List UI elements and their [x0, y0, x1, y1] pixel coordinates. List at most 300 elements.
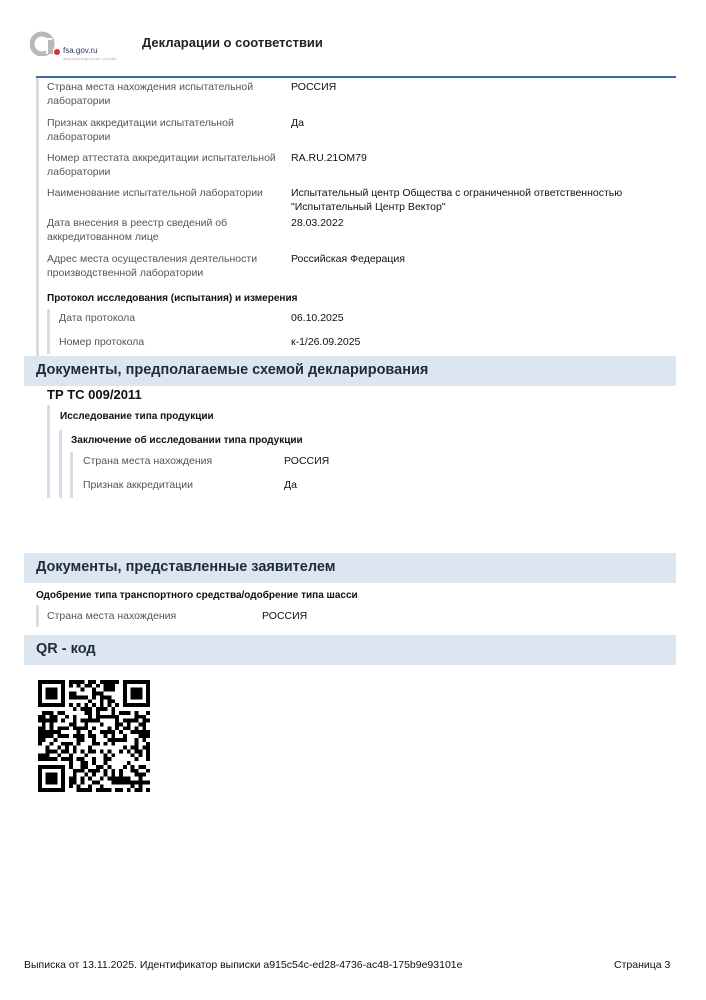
qr-module — [46, 695, 50, 699]
qr-module — [111, 769, 115, 773]
qr-module — [104, 680, 108, 684]
qr-module — [92, 688, 96, 692]
qr-module — [146, 699, 150, 703]
lab-name-label: Наименование испытательной лаборатории — [47, 187, 263, 199]
section-qr-title: QR - код — [36, 641, 96, 657]
qr-module — [92, 780, 96, 784]
qr-module — [123, 780, 127, 784]
qr-module — [61, 742, 65, 746]
qr-module — [138, 715, 142, 719]
qr-module — [111, 734, 115, 738]
qr-module — [50, 703, 54, 707]
qr-module — [92, 719, 96, 723]
qr-module — [61, 711, 65, 715]
qr-module — [69, 680, 73, 684]
qr-module — [61, 699, 65, 703]
conclusion-country-value: РОССИЯ — [284, 455, 330, 467]
qr-module — [127, 761, 131, 765]
qr-module — [92, 692, 96, 696]
tr-title: ТР ТС 009/2011 — [47, 387, 142, 402]
qr-module — [84, 761, 88, 765]
qr-module — [42, 726, 46, 730]
qr-module — [115, 722, 119, 726]
qr-module — [77, 703, 81, 707]
qr-module — [138, 680, 142, 684]
qr-module — [100, 695, 104, 699]
qr-module — [50, 680, 54, 684]
qr-module — [73, 715, 77, 719]
qr-module — [111, 738, 115, 742]
applicant-guide-line — [36, 605, 39, 627]
qr-module — [38, 692, 42, 696]
qr-module — [61, 692, 65, 696]
qr-module — [135, 746, 139, 750]
qr-module — [50, 719, 54, 723]
qr-module — [104, 730, 108, 734]
qr-module — [50, 711, 54, 715]
qr-module — [119, 730, 123, 734]
qr-module — [138, 773, 142, 777]
qr-module — [123, 688, 127, 692]
protocol-number-value: к-1/26.09.2025 — [291, 336, 361, 348]
qr-module — [92, 773, 96, 777]
qr-module — [77, 788, 81, 792]
protocol-number-label: Номер протокола — [59, 336, 145, 348]
qr-module — [84, 711, 88, 715]
qr-module — [46, 703, 50, 707]
qr-module — [57, 703, 61, 707]
qr-module — [142, 780, 146, 784]
qr-module — [146, 742, 150, 746]
qr-module — [61, 703, 65, 707]
qr-module — [69, 784, 73, 788]
qr-module — [77, 684, 81, 688]
qr-module — [135, 695, 139, 699]
qr-module — [73, 722, 77, 726]
qr-module — [108, 699, 112, 703]
qr-module — [104, 707, 108, 711]
qr-module — [80, 788, 84, 792]
qr-module — [131, 753, 135, 757]
logo-subtext: аккредитационная служба — [63, 56, 117, 61]
qr-module — [119, 788, 123, 792]
qr-module — [42, 753, 46, 757]
qr-module — [104, 788, 108, 792]
qr-module — [115, 788, 119, 792]
qr-module — [61, 726, 65, 730]
qr-module — [46, 788, 50, 792]
qr-module — [61, 777, 65, 781]
qr-module — [138, 692, 142, 696]
qr-module — [73, 726, 77, 730]
qr-module — [73, 769, 77, 773]
qr-module — [88, 699, 92, 703]
qr-module — [111, 780, 115, 784]
applicant-country-value: РОССИЯ — [262, 610, 308, 622]
qr-module — [123, 684, 127, 688]
qr-module — [146, 680, 150, 684]
qr-module — [65, 734, 69, 738]
qr-module — [73, 695, 77, 699]
qr-module — [131, 680, 135, 684]
qr-module — [88, 750, 92, 754]
qr-module — [88, 730, 92, 734]
qr-module — [123, 692, 127, 696]
qr-module — [127, 722, 131, 726]
qr-module — [84, 703, 88, 707]
qr-module — [131, 746, 135, 750]
qr-module — [46, 734, 50, 738]
qr-module — [131, 780, 135, 784]
qr-module — [38, 726, 42, 730]
qr-module — [146, 780, 150, 784]
qr-module — [53, 750, 57, 754]
qr-module — [108, 680, 112, 684]
scheme-subheading: Исследование типа продукции — [60, 411, 214, 422]
qr-module — [127, 777, 131, 781]
qr-module — [57, 711, 61, 715]
qr-module — [65, 742, 69, 746]
qr-module — [46, 753, 50, 757]
qr-module — [138, 788, 142, 792]
lab-registry-date-label: Дата внесения в реестр сведений об аккредитованном лице — [47, 217, 228, 243]
qr-module — [69, 684, 73, 688]
qr-module — [119, 780, 123, 784]
qr-module — [53, 719, 57, 723]
qr-module — [92, 757, 96, 761]
qr-module — [80, 765, 84, 769]
qr-module — [88, 711, 92, 715]
qr-module — [84, 695, 88, 699]
qr-module — [53, 692, 57, 696]
qr-module — [104, 684, 108, 688]
qr-module — [123, 695, 127, 699]
qr-module — [108, 703, 112, 707]
qr-module — [142, 746, 146, 750]
qr-module — [146, 703, 150, 707]
qr-module — [50, 722, 54, 726]
qr-module — [77, 784, 81, 788]
qr-module — [53, 695, 57, 699]
qr-module — [46, 777, 50, 781]
qr-module — [38, 695, 42, 699]
section-guide-line — [36, 78, 39, 356]
qr-module — [108, 750, 112, 754]
qr-module — [38, 753, 42, 757]
qr-module — [77, 730, 81, 734]
qr-module — [108, 765, 112, 769]
qr-module — [100, 784, 104, 788]
qr-module — [50, 750, 54, 754]
qr-module — [50, 715, 54, 719]
conclusion-country-label: Страна места нахождения — [83, 455, 213, 467]
qr-module — [135, 692, 139, 696]
qr-module — [61, 780, 65, 784]
qr-module — [57, 788, 61, 792]
qr-module — [119, 722, 123, 726]
qr-module — [53, 780, 57, 784]
lab-country-label: Страна места нахождения испытательной лаборатории — [47, 81, 254, 107]
qr-module — [42, 711, 46, 715]
qr-module — [38, 730, 42, 734]
qr-module — [84, 719, 88, 723]
qr-module — [138, 765, 142, 769]
qr-module — [53, 715, 57, 719]
fsa-logo — [30, 30, 150, 66]
qr-module — [111, 699, 115, 703]
qr-module — [111, 742, 115, 746]
qr-module — [104, 769, 108, 773]
qr-module — [61, 788, 65, 792]
qr-module — [53, 765, 57, 769]
qr-module — [96, 769, 100, 773]
qr-module — [111, 753, 115, 757]
scheme-guide-line — [47, 405, 50, 498]
qr-module — [111, 715, 115, 719]
qr-module — [146, 734, 150, 738]
qr-module — [111, 688, 115, 692]
qr-module — [50, 695, 54, 699]
qr-module — [69, 765, 73, 769]
qr-module — [69, 703, 73, 707]
qr-module — [100, 730, 104, 734]
qr-module — [61, 757, 65, 761]
qr-module — [92, 738, 96, 742]
qr-module — [61, 719, 65, 723]
qr-module — [53, 688, 57, 692]
qr-module — [135, 757, 139, 761]
qr-module — [146, 746, 150, 750]
qr-module — [92, 680, 96, 684]
qr-module — [146, 753, 150, 757]
qr-module — [38, 684, 42, 688]
qr-module — [38, 742, 42, 746]
qr-module — [131, 730, 135, 734]
qr-module — [135, 769, 139, 773]
qr-module — [142, 703, 146, 707]
qr-module — [135, 780, 139, 784]
qr-module — [38, 773, 42, 777]
qr-module — [53, 777, 57, 781]
qr-module — [77, 695, 81, 699]
qr-module — [142, 680, 146, 684]
qr-module — [53, 738, 57, 742]
qr-module — [69, 780, 73, 784]
qr-module — [46, 746, 50, 750]
qr-module — [96, 692, 100, 696]
qr-module — [88, 707, 92, 711]
qr-module — [84, 773, 88, 777]
qr-module — [108, 777, 112, 781]
qr-module — [108, 757, 112, 761]
qr-module — [46, 692, 50, 696]
qr-module — [108, 715, 112, 719]
qr-module — [115, 719, 119, 723]
qr-module — [38, 769, 42, 773]
qr-module — [57, 680, 61, 684]
qr-module — [96, 684, 100, 688]
qr-module — [104, 688, 108, 692]
qr-module — [146, 730, 150, 734]
qr-module — [50, 788, 54, 792]
qr-module — [38, 688, 42, 692]
lab-country-value: РОССИЯ — [291, 81, 337, 93]
qr-module — [108, 684, 112, 688]
conclusion-accreditation-value: Да — [284, 479, 297, 491]
qr-module — [69, 742, 73, 746]
qr-module — [50, 757, 54, 761]
qr-module — [115, 680, 119, 684]
qr-module — [38, 757, 42, 761]
qr-module — [61, 769, 65, 773]
qr-module — [88, 684, 92, 688]
qr-module — [108, 738, 112, 742]
qr-module — [100, 715, 104, 719]
qr-module — [100, 722, 104, 726]
qr-module — [100, 788, 104, 792]
qr-module — [84, 753, 88, 757]
lab-accreditation-label: Признак аккредитации испытательной лаборатории — [47, 117, 234, 143]
qr-module — [135, 711, 139, 715]
qr-module — [73, 773, 77, 777]
qr-module — [53, 788, 57, 792]
lab-address-label: Адрес места осуществления деятельности производственной лаборатории — [47, 253, 258, 279]
qr-module — [61, 765, 65, 769]
qr-module — [73, 680, 77, 684]
qr-module — [131, 765, 135, 769]
qr-module — [108, 730, 112, 734]
qr-module — [61, 680, 65, 684]
qr-module — [146, 695, 150, 699]
qr-module — [80, 777, 84, 781]
qr-module — [142, 734, 146, 738]
section-applicant-bar — [24, 553, 676, 583]
qr-module — [115, 738, 119, 742]
qr-module — [80, 680, 84, 684]
qr-module — [46, 688, 50, 692]
qr-module — [38, 680, 42, 684]
qr-module — [88, 784, 92, 788]
conclusion-guide-line — [70, 452, 73, 498]
qr-module — [80, 695, 84, 699]
qr-module — [131, 769, 135, 773]
qr-module — [88, 680, 92, 684]
qr-module — [131, 703, 135, 707]
qr-module — [100, 680, 104, 684]
qr-module — [50, 777, 54, 781]
qr-module — [53, 757, 57, 761]
qr-module — [73, 750, 77, 754]
qr-module — [73, 777, 77, 781]
qr-module — [96, 715, 100, 719]
qr-module — [142, 722, 146, 726]
qr-module — [92, 750, 96, 754]
qr-module — [50, 726, 54, 730]
qr-module — [42, 738, 46, 742]
qr-module — [123, 680, 127, 684]
qr-module — [69, 722, 73, 726]
header-divider — [36, 76, 676, 78]
qr-module — [92, 742, 96, 746]
qr-module — [100, 750, 104, 754]
qr-module — [96, 788, 100, 792]
qr-module — [146, 692, 150, 696]
qr-module — [57, 765, 61, 769]
qr-module — [142, 715, 146, 719]
qr-module — [96, 707, 100, 711]
lab-registry-date-value: 28.03.2022 — [291, 217, 344, 229]
qr-module — [123, 726, 127, 730]
qr-module — [100, 777, 104, 781]
qr-module — [46, 711, 50, 715]
qr-module — [96, 780, 100, 784]
qr-module — [104, 742, 108, 746]
qr-module — [69, 692, 73, 696]
qr-module — [123, 777, 127, 781]
section-applicant-title: Документы, представленные заявителем — [36, 559, 336, 575]
qr-module — [77, 757, 81, 761]
qr-module — [38, 699, 42, 703]
qr-module — [88, 715, 92, 719]
qr-module — [61, 734, 65, 738]
qr-module — [50, 742, 54, 746]
qr-module — [53, 680, 57, 684]
qr-module — [65, 726, 69, 730]
qr-module — [104, 773, 108, 777]
qr-module — [138, 703, 142, 707]
qr-module — [80, 734, 84, 738]
qr-module — [69, 777, 73, 781]
qr-module — [73, 746, 77, 750]
qr-module — [80, 761, 84, 765]
logo-text: fsa.gov.ru — [63, 46, 98, 55]
qr-module — [42, 719, 46, 723]
qr-module — [42, 734, 46, 738]
qr-module — [77, 742, 81, 746]
qr-module — [50, 730, 54, 734]
qr-module — [50, 765, 54, 769]
qr-module — [88, 719, 92, 723]
qr-module — [104, 734, 108, 738]
qr-module — [104, 715, 108, 719]
qr-module — [142, 730, 146, 734]
qr-module — [142, 719, 146, 723]
qr-module — [138, 784, 142, 788]
logo-dot-icon — [54, 49, 60, 55]
qr-module — [119, 769, 123, 773]
qr-module — [108, 726, 112, 730]
qr-module — [135, 703, 139, 707]
qr-module — [100, 699, 104, 703]
qr-module — [73, 692, 77, 696]
qr-module — [138, 780, 142, 784]
qr-module — [138, 753, 142, 757]
qr-module — [50, 692, 54, 696]
qr-module — [119, 750, 123, 754]
qr-module — [138, 730, 142, 734]
fsa-logo-icon — [30, 30, 56, 56]
scheme-inner-guide-line — [59, 430, 62, 498]
qr-module — [80, 707, 84, 711]
qr-module — [73, 719, 77, 723]
qr-module — [46, 757, 50, 761]
qr-module — [104, 757, 108, 761]
qr-module — [104, 761, 108, 765]
qr-module — [92, 703, 96, 707]
applicant-subheading: Одобрение типа транспортного средства/одобрение типа шасси — [36, 590, 358, 601]
qr-module — [61, 688, 65, 692]
qr-module — [119, 711, 123, 715]
